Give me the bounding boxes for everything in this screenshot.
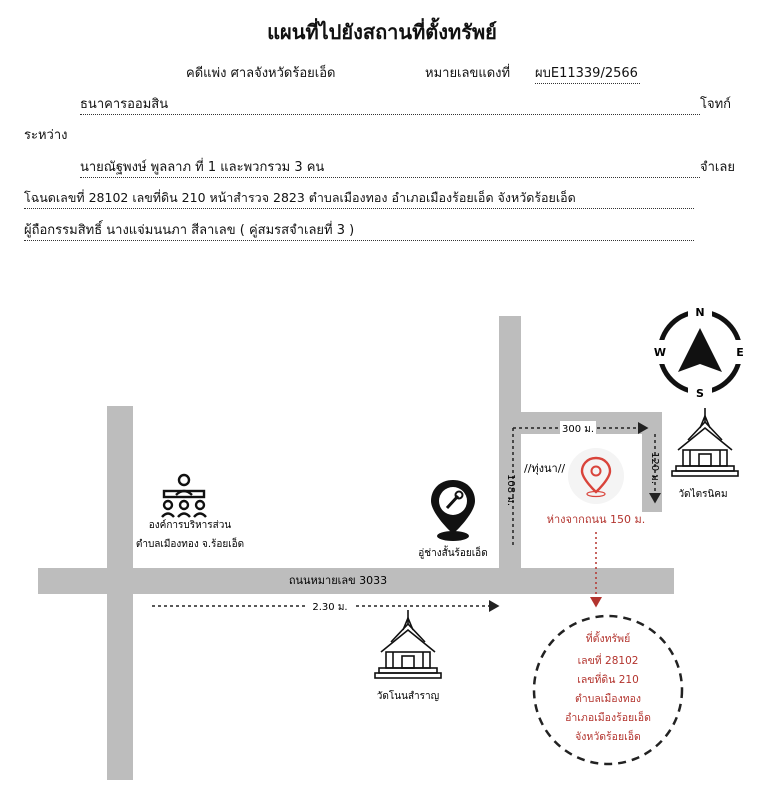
sao-label-line1: องค์การบริหารส่วน: [148, 520, 232, 531]
temple-right-label: วัดไตรนิคม: [678, 489, 728, 500]
page-title: แผนที่ไปยังสถานที่ตั้งทรัพย์: [267, 20, 497, 44]
svg-text:W: W: [653, 346, 667, 359]
svg-text:E: E: [736, 346, 744, 359]
plaintiff: ธนาคารออมสิน: [80, 93, 700, 115]
owner-line: ผู้ถือกรรมสิทธิ์ นางแจ่มนนภา สีลาเลข ( คู่สมรสจำเลยที่ 3 ): [24, 219, 694, 241]
property-line3: เลขที่ดิน 210: [577, 674, 639, 686]
property-line1: ที่ตั้งทรัพย์: [585, 633, 631, 645]
plaintiff-role: โจทก์: [700, 97, 732, 112]
sao-label-line2: ตำบลเมืองทอง จ.ร้อยเอ็ด: [135, 539, 245, 550]
defendant: นายณัฐพงษ์ พูลลาภ ที่ 1 และพวกรวม 3 คน: [80, 156, 700, 178]
distance-230-label: 2.30 ม.: [312, 602, 348, 613]
village-label: //ทุ่งนา//: [524, 462, 566, 475]
wrench-pin-icon: [431, 480, 475, 541]
location-pin-icon: [568, 448, 624, 504]
property-line6: จังหวัดร้อยเอ็ด: [575, 731, 641, 743]
meeting-table-icon: [162, 475, 206, 517]
red-number-label: หมายเลขแดงที่: [425, 66, 511, 81]
from-road-label: ห่างจากถนน 150 ม.: [546, 513, 646, 526]
compass-icon: [654, 306, 746, 400]
property-line4: ตำบลเมืองทอง: [574, 693, 642, 705]
temple-icon: [375, 610, 441, 678]
svg-text:S: S: [696, 387, 704, 400]
between-label: ระหว่าง: [24, 128, 68, 143]
temple-icon: [672, 408, 738, 476]
svg-text:N: N: [695, 306, 705, 319]
road-center-vertical: [499, 316, 521, 578]
garage-label: อู่ช่างสั้นร้อยเอ็ด: [418, 548, 488, 559]
property-line2: เลขที่ 28102: [577, 655, 639, 667]
deed-line: โฉนดเลขที่ 28102 เลขที่ดิน 210 หน้าสำรวจ 2823 ตำบลเมืองทอง อำเภอเมืองร้อยเอ็ด จังหวัดร้อยเอ็ด: [24, 188, 694, 209]
property-line5: อำเภอเมืองร้อยเอ็ด: [565, 712, 651, 724]
distance-120-label: 120 ม.: [649, 451, 660, 485]
temple-bottom-label: วัดโนนสำราญ: [376, 691, 440, 702]
red-number: ผบE11339/2566: [535, 62, 640, 84]
case-type: คดีแพ่ง ศาลจังหวัดร้อยเอ็ด: [186, 66, 336, 81]
road-label: ถนนหมายเลข 3033: [288, 574, 388, 587]
defendant-role: จำเลย: [700, 160, 735, 175]
distance-108-label: 108 ม.: [505, 473, 516, 507]
distance-300-label: 300 ม.: [561, 424, 595, 435]
